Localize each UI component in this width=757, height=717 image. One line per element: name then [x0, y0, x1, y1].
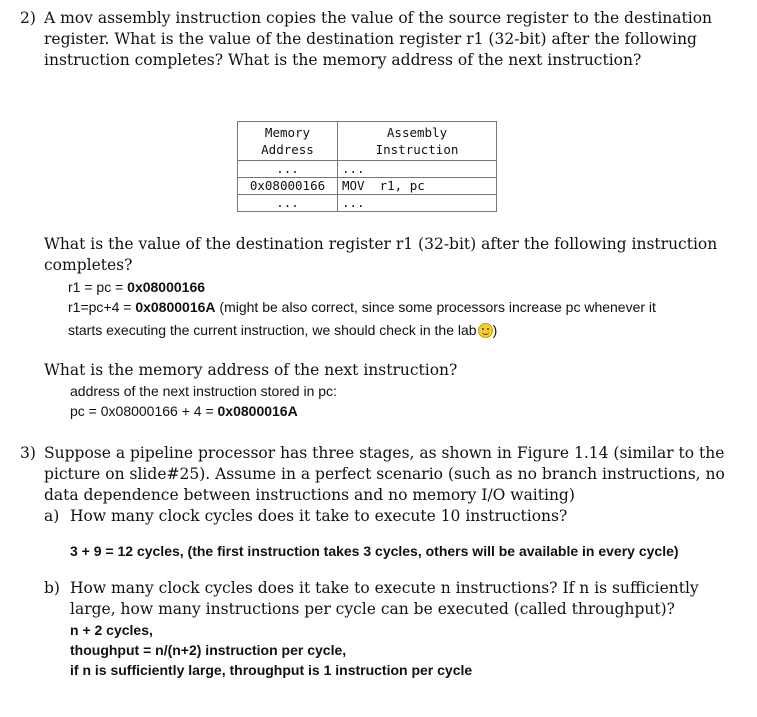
q3-text	[44, 443, 725, 506]
q3a-answer: 3 + 9 = 12 cycles, (the first instruction takes 3 cycles, others will be available in every cycle)	[70, 543, 679, 559]
smiley-icon	[478, 323, 493, 338]
q2-text	[44, 8, 712, 71]
table-header-assembly-instruction: Assembly Instruction	[338, 122, 497, 161]
table-row	[238, 195, 497, 212]
q2-sub1-question: What is the value of the destination register r1 (32-bit) after the following instruction completes?	[44, 235, 718, 274]
table-row	[238, 178, 497, 195]
table-header-memory-address: Memory Address	[238, 122, 338, 161]
table-row	[238, 161, 497, 178]
q3a-label: a)	[44, 507, 60, 525]
q3-text-line: picture on slide#25). Assume in a perfect scenario (such as no branch instructions, no	[44, 465, 725, 483]
q3a-question: How many clock cycles does it take to execute 10 instructions?	[70, 507, 568, 525]
q3b-answer: n + 2 cycles, thoughput = n/(n+2) instruction per cycle, if n is sufficiently large, throughput is 1 instruction per cycle	[70, 622, 473, 678]
q3-text-line: Suppose a pipeline processor has three stages, as shown in Figure 1.14 (similar to the	[44, 444, 725, 462]
q3b-label: b)	[44, 579, 60, 597]
assembly-table	[237, 121, 497, 212]
q2-text-line: instruction completes? What is the memory address of the next instruction?	[44, 51, 642, 69]
table-cell: ...	[238, 195, 338, 212]
table-cell: ...	[338, 195, 497, 212]
q2-sub2-question: What is the memory address of the next instruction?	[44, 361, 458, 379]
table-cell: ...	[238, 161, 338, 178]
q3-number: 3)	[20, 444, 36, 462]
q3-text-line: data dependence between instructions and no memory I/O waiting)	[44, 486, 575, 504]
table-cell: MOV r1, pc	[338, 178, 497, 195]
table-cell: ...	[338, 161, 497, 178]
q3b-question: How many clock cycles does it take to execute n instructions? If n is sufficiently large, how many instructions per cycle can be executed (called throughput)?	[70, 579, 699, 618]
q2-text-line: register. What is the value of the destination register r1 (32-bit) after the following	[44, 30, 697, 48]
q2-number: 2)	[20, 9, 36, 27]
q2-text-line: A mov assembly instruction copies the value of the source register to the destination	[44, 9, 713, 27]
q2-sub2-answer: address of the next instruction stored in pc: pc = 0x08000166 + 4 = 0x0800016A	[70, 383, 337, 419]
q2-sub1-answer: r1 = pc = 0x08000166 r1=pc+4 = 0x0800016A (might be also correct, since some processors increase pc whenever it starts executing the current instruction, we should check in the lab )	[68, 279, 656, 338]
table-cell: 0x08000166	[238, 178, 338, 195]
